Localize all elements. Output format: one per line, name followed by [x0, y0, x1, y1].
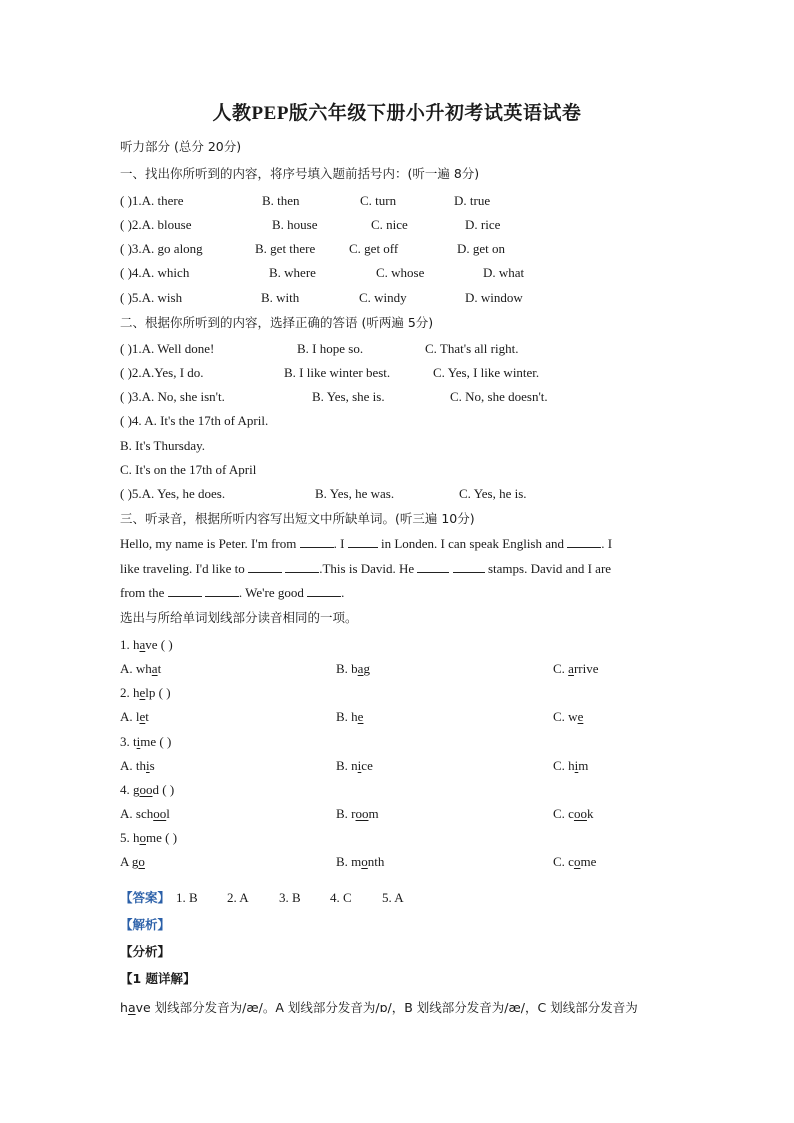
- answer-item: 4. C: [330, 890, 352, 905]
- cloze-blank[interactable]: [168, 584, 202, 597]
- listening-header: 听力部分 (总分 20分): [120, 139, 242, 154]
- answer-item: 1. B: [176, 890, 198, 905]
- option-c: C. arrive: [553, 661, 599, 676]
- underlined-part: oo: [139, 782, 153, 797]
- question-stem: ( )3.A. go along: [120, 241, 203, 256]
- option-c: C. cook: [553, 806, 594, 821]
- option-b: B. month: [336, 854, 385, 869]
- word-part: me ( ): [140, 734, 172, 749]
- question-number: 1.: [120, 637, 133, 652]
- word-part: ve ( ): [145, 637, 173, 652]
- underlined-part: e: [139, 685, 146, 700]
- option-b: B. I like winter best.: [284, 365, 391, 380]
- question-stem: ( )5.A. Yes, he does.: [120, 486, 226, 501]
- option-a: A go: [120, 854, 145, 869]
- option-c: C. him: [553, 758, 589, 773]
- sec2-q4: ( )4. A. It's the 17th of April.: [120, 413, 269, 428]
- word-part: h: [133, 830, 140, 845]
- option-c: C. Yes, he is.: [459, 486, 527, 501]
- option-d: D. window: [465, 290, 523, 305]
- option-d: D. get on: [457, 241, 506, 256]
- question-stem: ( )1.A. Well done!: [120, 341, 215, 356]
- phonics-question: [120, 637, 173, 653]
- question-stem: ( )1.A. there: [120, 193, 184, 208]
- option-b: B. nice: [336, 758, 373, 773]
- option-a: A. school: [120, 806, 170, 821]
- option-c: C. No, she doesn't.: [450, 389, 548, 404]
- question-stem: ( )5.A. wish: [120, 290, 183, 305]
- option-b: B. then: [262, 193, 300, 208]
- cloze-text: like traveling. I'd like to: [120, 560, 245, 576]
- option-b: B. Yes, he was.: [315, 486, 395, 501]
- option-c: C. That's all right.: [425, 341, 519, 356]
- option-d: D. what: [483, 265, 525, 280]
- option-a: A. what: [120, 661, 162, 676]
- option-b: B. I hope so.: [297, 341, 364, 356]
- word-part: d ( ): [152, 782, 175, 797]
- option-b: B. bag: [336, 661, 370, 676]
- option-b: B. Yes, she is.: [312, 389, 385, 404]
- fenxi-label: 【分析】: [120, 944, 171, 959]
- question-stem: ( )3.A. No, she isn't.: [120, 389, 225, 404]
- page-title: 人教PEP版六年级下册小升初考试英语试卷: [212, 103, 582, 124]
- question-number: 4.: [120, 782, 133, 797]
- cloze-text: . I: [601, 536, 613, 551]
- phonics-question: [120, 685, 171, 701]
- cloze-blank[interactable]: [248, 560, 282, 573]
- option-b: B. get there: [255, 241, 316, 256]
- cloze-blank[interactable]: [348, 535, 378, 548]
- option-b: B. house: [272, 217, 318, 232]
- option-d: D. true: [454, 193, 491, 208]
- option-d: D. rice: [465, 217, 501, 232]
- cloze-blank[interactable]: [300, 535, 334, 548]
- section1-heading: 一、找出你所听到的内容，将序号填入题前括号内：(听一遍 8分): [120, 166, 480, 181]
- question-number: 3.: [120, 734, 133, 749]
- word-part: h: [133, 685, 140, 700]
- cloze-blank[interactable]: [307, 584, 341, 597]
- option-b: B. with: [261, 290, 300, 305]
- underlined-part: i: [136, 734, 141, 749]
- cloze-text: Hello, my name is Peter. I'm from: [120, 536, 297, 551]
- cloze-passage: [120, 532, 680, 606]
- cloze-text: .: [341, 585, 345, 600]
- option-b: B. he: [336, 709, 364, 724]
- question-stem: ( )2.A.Yes, I do.: [120, 365, 204, 380]
- answer-item: 2. A: [227, 890, 249, 905]
- phonics-question: [120, 734, 171, 750]
- option-c: C. turn: [360, 193, 397, 208]
- phonics-question: [120, 830, 177, 846]
- option-c: C. windy: [359, 290, 407, 305]
- question-stem: ( )2.A. blouse: [120, 217, 192, 232]
- analysis-label: 【解析】: [120, 917, 171, 932]
- underlined-part: a: [139, 637, 146, 652]
- option-c: C. Yes, I like winter.: [433, 365, 540, 380]
- word-part: me ( ): [146, 830, 178, 845]
- underlined-part: o: [139, 830, 146, 845]
- cloze-blank[interactable]: [567, 535, 601, 548]
- cloze-blank[interactable]: [417, 560, 449, 573]
- word-part: h: [133, 637, 140, 652]
- cloze-text: .This is David. He: [319, 560, 415, 576]
- cloze-blank[interactable]: [453, 560, 485, 573]
- question-number: 2.: [120, 685, 133, 700]
- word-part: lp ( ): [145, 685, 171, 700]
- phonics-question: [120, 782, 174, 798]
- phonics-heading: 选出与所给单词划线部分读音相同的一项。: [120, 610, 358, 625]
- option-a: A. this: [120, 758, 155, 773]
- cloze-blank[interactable]: [285, 560, 319, 573]
- option-c: C. we: [553, 709, 584, 724]
- sec2-q4-option-c: C. It's on the 17th of April: [120, 462, 257, 477]
- sec2-q4-option-b: B. It's Thursday.: [120, 438, 206, 453]
- question-number: 5.: [120, 830, 133, 845]
- detail-label: 【1 题详解】: [120, 971, 196, 986]
- cloze-text: in Londen. I can speak English and: [380, 536, 565, 551]
- cloze-blank[interactable]: [205, 584, 239, 597]
- option-c: C. come: [553, 854, 597, 869]
- word-part: g: [133, 782, 140, 797]
- answer-item: 5. A: [382, 890, 404, 905]
- question-stem: ( )4.A. which: [120, 265, 190, 280]
- answer-item: 3. B: [279, 890, 301, 905]
- option-a: A. let: [120, 709, 149, 724]
- cloze-text: from the: [120, 585, 165, 600]
- option-c: C. get off: [349, 241, 399, 256]
- word-part: t: [133, 734, 137, 749]
- option-c: C. nice: [371, 217, 408, 232]
- option-c: C. whose: [376, 265, 425, 280]
- cloze-text: . I: [333, 536, 345, 551]
- section3-heading: 三、听录音，根据所听内容写出短文中所缺单词。(听三遍 10分): [120, 511, 475, 526]
- section2-heading: 二、根据你所听到的内容，选择正确的答语 (听两遍 5分): [120, 315, 434, 330]
- option-b: B. where: [269, 265, 316, 280]
- answer-label: 【答案】: [120, 890, 171, 905]
- cloze-text: stamps. David and I are: [487, 560, 612, 576]
- detail-text: have 划线部分发音为/æ/。A 划线部分发音为/ɒ/，B 划线部分发音为/æ/，C 划线部分发音为: [120, 1000, 638, 1015]
- option-b: B. room: [336, 806, 379, 821]
- cloze-text: . We're good: [238, 585, 304, 600]
